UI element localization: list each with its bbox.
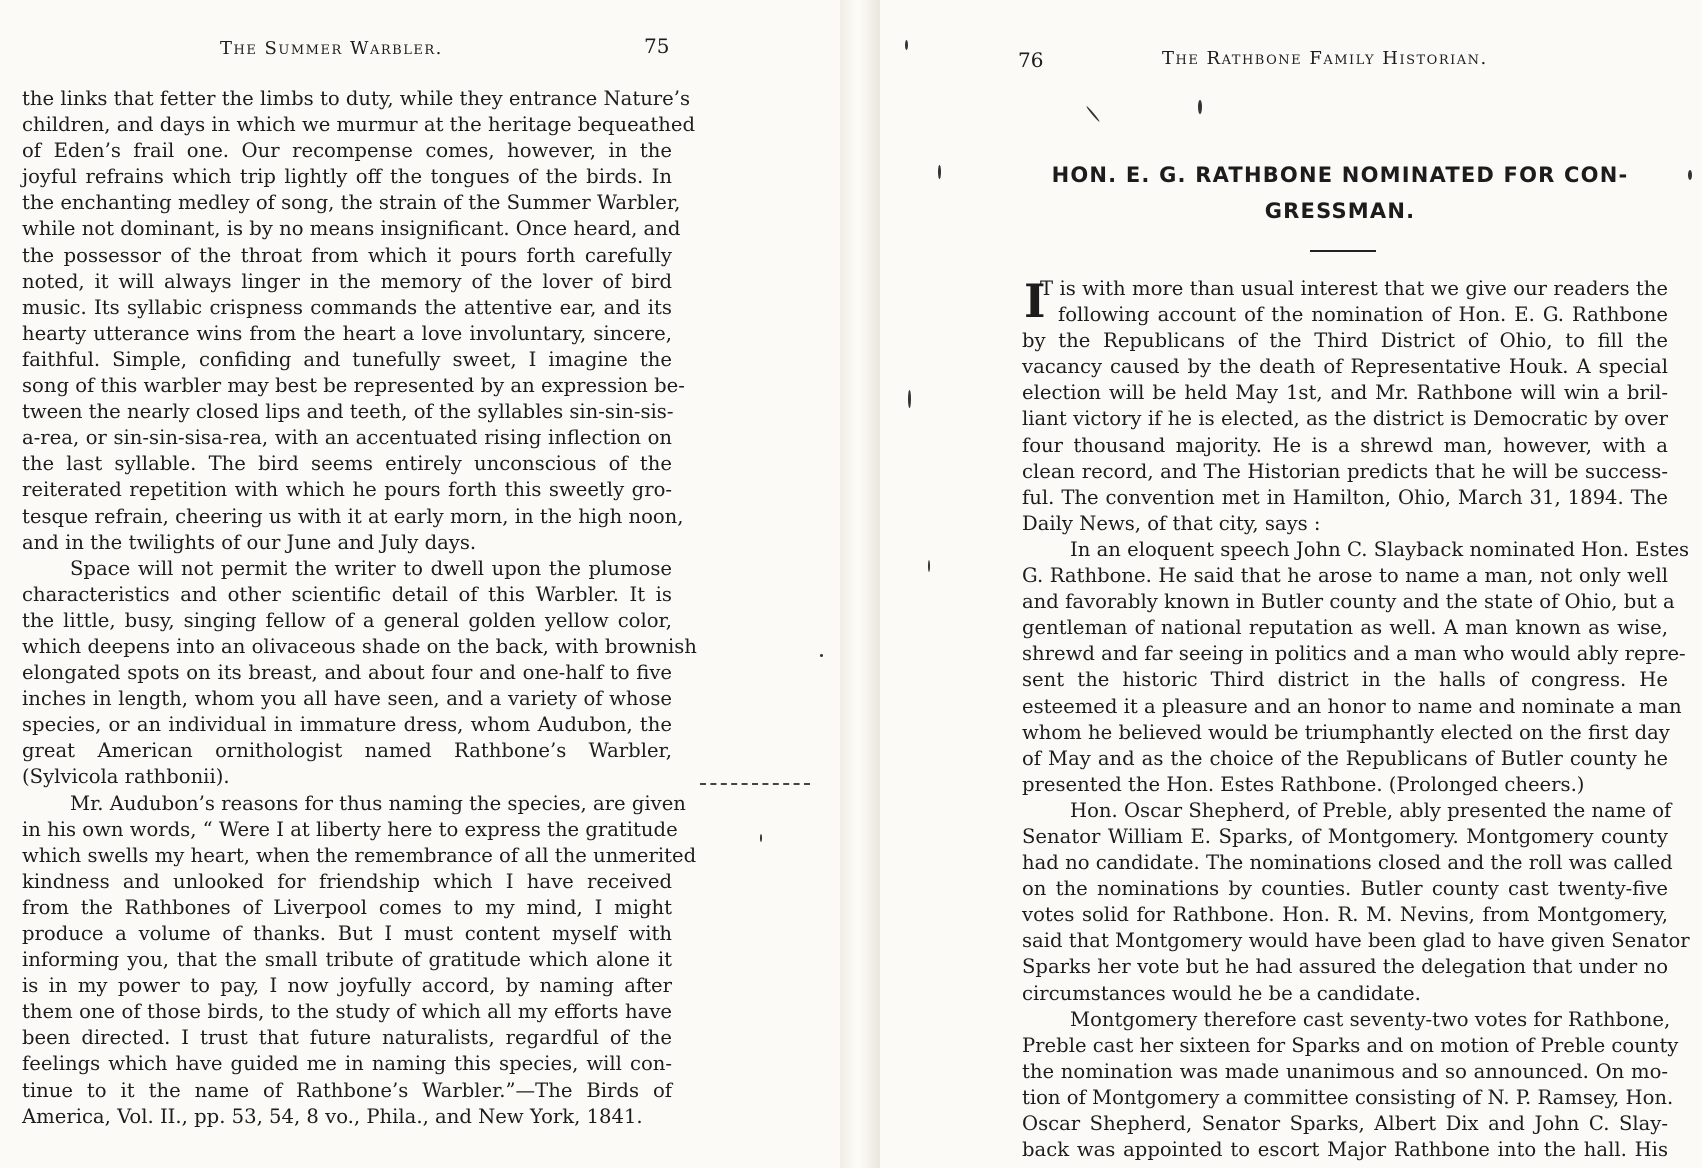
text-line: tesque refrain, cheering us with it at early morn, in the high noon, [22,504,684,528]
scan-artifact-dash [700,783,810,785]
text-line: on the nominations by counties. Butler county cast twenty-five [1022,877,1668,901]
text-line: four thousand majority. He is a shrewd man, however, with a [1022,433,1668,457]
text-line: of May and as the choice of the Republicans of Butler county he [1022,746,1668,770]
text-line: whom he believed would be triumphantly elected on the first day [1022,720,1670,744]
text-line: tinue to it the name of Rathbone’s Warbler.”—The Birds of [22,1078,672,1102]
text-line: had no candidate. The nominations closed and the roll was called [1022,851,1673,875]
text-line: clean record, and The Historian predicts that he will be success- [1022,459,1668,483]
text-line: kindness and unlooked for friendship which I have received [22,869,672,893]
text-line: (Sylvicola rathbonii). [22,765,230,789]
text-line: noted, it will always linger in the memory of the lover of bird [22,269,672,293]
text-line: tween the nearly closed lips and teeth, of the syllables sin-sin-sis- [22,400,674,424]
text-line: by the Republicans of the Third District of Ohio, to fill the [1022,329,1668,353]
right-running-title: The Rathbone Family Historian. [1162,48,1488,69]
text-line: them one of those birds, to the study of which all my efforts have [22,1000,672,1024]
text-line: the possessor of the throat from which it pours forth carefully [22,243,672,267]
text-line: Preble cast her sixteen for Sparks and on motion of Preble county [1022,1033,1679,1057]
text-line: of Eden’s frail one. Our recompense comes, however, in the [22,139,672,163]
text-line: inches in length, whom you all have seen, and a variety of whose [22,687,672,711]
book-gutter [840,0,880,1168]
text-line: song of this warbler may best be represented by an expression be- [22,374,685,398]
text-line: esteemed it a pleasure and an honor to name and nominate a man [1022,694,1682,718]
text-line: Hon. Oscar Shepherd, of Preble, ably presented the name of [1070,798,1672,822]
scan-speck [820,654,823,657]
text-line: hearty utterance wins from the heart a love involuntary, sincere, [22,321,672,345]
text-line: Sparks her vote but he had assured the delegation that under no [1022,955,1668,979]
text-line: tion of Montgomery a committee consisting of N. P. Ramsey, Hon. [1022,1085,1674,1109]
text-line: music. Its syllabic crispness commands the attentive ear, and its [22,295,672,319]
text-line: in his own words, “ Were I at liberty here to express the gratitude [22,817,678,841]
text-line: Mr. Audubon’s reasons for thus naming the species, are given [70,791,686,815]
text-line: species, or an individual in immature dress, whom Audubon, the [22,713,672,737]
text-line: which swells my heart, when the remembrance of all the unmerited [22,843,697,867]
text-line: presented the Hon. Estes Rathbone. (Prolonged cheers.) [1022,772,1585,796]
text-line: characteristics and other scientific detail of this Warbler. It is [22,582,672,606]
text-line: back was appointed to escort Major Rathbone into the hall. His [1022,1138,1668,1162]
text-line: feelings which have guided me in naming this species, will con- [22,1052,672,1076]
text-line: children, and days in which we murmur at the heritage bequeathed [22,113,695,137]
text-line: great American ornithologist named Rathbone’s Warbler, [22,739,672,763]
text-line: gentleman of national reputation as well. A man known as wise, [1022,616,1668,640]
text-line: the last syllable. The bird seems entirely unconscious of the [22,452,672,476]
text-line: from the Rathbones of Liverpool comes to my mind, I might [22,895,672,919]
left-running-title: The Summer Warbler. [220,38,443,59]
article-title-line-1: HON. E. G. RATHBONE NOMINATED FOR CON- [1051,163,1629,187]
text-line: circumstances would he be a candidate. [1022,981,1421,1005]
text-line: Senator William E. Sparks, of Montgomery. Montgomery county [1022,824,1668,848]
text-line: the nomination was made unanimous and so announced. On mo- [1022,1059,1668,1083]
text-line: sent the historic Third district in the halls of congress. He [1022,668,1668,692]
text-line: while not dominant, is by no means insignificant. Once heard, and [22,217,681,241]
right-page-body [1022,276,1690,1163]
text-line: America, Vol. II., pp. 53, 54, 8 vo., Phila., and New York, 1841. [22,1104,643,1128]
scan-speck [905,40,908,50]
left-page-body [22,86,697,1130]
scan-speck [760,834,762,842]
right-page-number: 76 [1018,48,1044,72]
text-line: joyful refrains which trip lightly off the tongues of the birds. In [22,165,672,189]
text-line: ful. The convention met in Hamilton, Ohio, March 31, 1894. The [1022,485,1668,509]
text-line: following account of the nomination of Hon. E. G. Rathbone [1058,303,1668,327]
text-line: which deepens into an olivaceous shade on the back, with brownish [22,634,697,658]
text-line: shrewd and far seeing in politics and a man who would ably repre- [1022,642,1686,666]
text-line: Oscar Shepherd, Senator Sparks, Albert Dix and John C. Slay- [1022,1112,1668,1135]
text-line: the enchanting medley of song, the strain of the Summer Warbler, [22,191,681,215]
scan-speck [928,560,930,572]
text-line: Montgomery therefore cast seventy-two votes for Rathbone, [1070,1007,1671,1031]
text-line: faithful. Simple, confiding and tunefully sweet, I imagine the [22,347,672,371]
scan-speck [908,390,911,408]
text-line: T is with more than usual interest that we give our readers the [1040,277,1668,300]
left-page-number: 75 [644,34,670,58]
text-line: is in my power to pay, I now joyfully accord, by naming after [22,974,672,998]
text-line: the little, busy, singing fellow of a general golden yellow color, [22,608,672,632]
drop-cap: I [1024,274,1046,328]
title-rule [1310,250,1376,252]
scan-speck [1688,170,1692,180]
text-line: votes solid for Rathbone. Hon. R. M. Nevins, from Montgomery, [1022,903,1668,927]
text-line: a-rea, or sin-sin-sisa-rea, with an accentuated rising inflection on [22,426,672,450]
article-title-line-2: GRESSMAN. [1264,199,1416,223]
scan-speck [1198,100,1202,114]
text-line: Space will not permit the writer to dwell upon the plumose [70,556,672,580]
text-line: and favorably known in Butler county and the state of Ohio, but a [1022,590,1675,614]
text-line: produce a volume of thanks. But I must content myself with [22,922,672,945]
text-line: and in the twilights of our June and July days. [22,530,477,554]
text-line: elongated spots on its breast, and about four and one-half to five [22,661,672,685]
scan-speck [938,165,941,179]
text-line: election will be held May 1st, and Mr. Rathbone will win a bril- [1022,381,1668,405]
text-line: Daily News, of that city, says : [1022,511,1321,535]
text-line: In an eloquent speech John C. Slayback nominated Hon. Estes [1070,537,1690,561]
text-line: vacancy caused by the death of Representative Houk. A special [1022,355,1668,379]
text-line: the links that fetter the limbs to duty, while they entrance Nature’s [22,87,691,110]
text-line: G. Rathbone. He said that he arose to name a man, not only well [1022,564,1668,588]
text-line: been directed. I trust that future naturalists, regardful of the [22,1026,672,1050]
text-line: said that Montgomery would have been glad to have given Senator [1022,929,1690,953]
text-line: liant victory if he is elected, as the district is Democratic by over [1022,407,1668,431]
text-line: reiterated repetition with which he pours forth this sweetly gro- [22,478,672,502]
text-line: informing you, that the small tribute of gratitude which alone it [22,948,672,972]
